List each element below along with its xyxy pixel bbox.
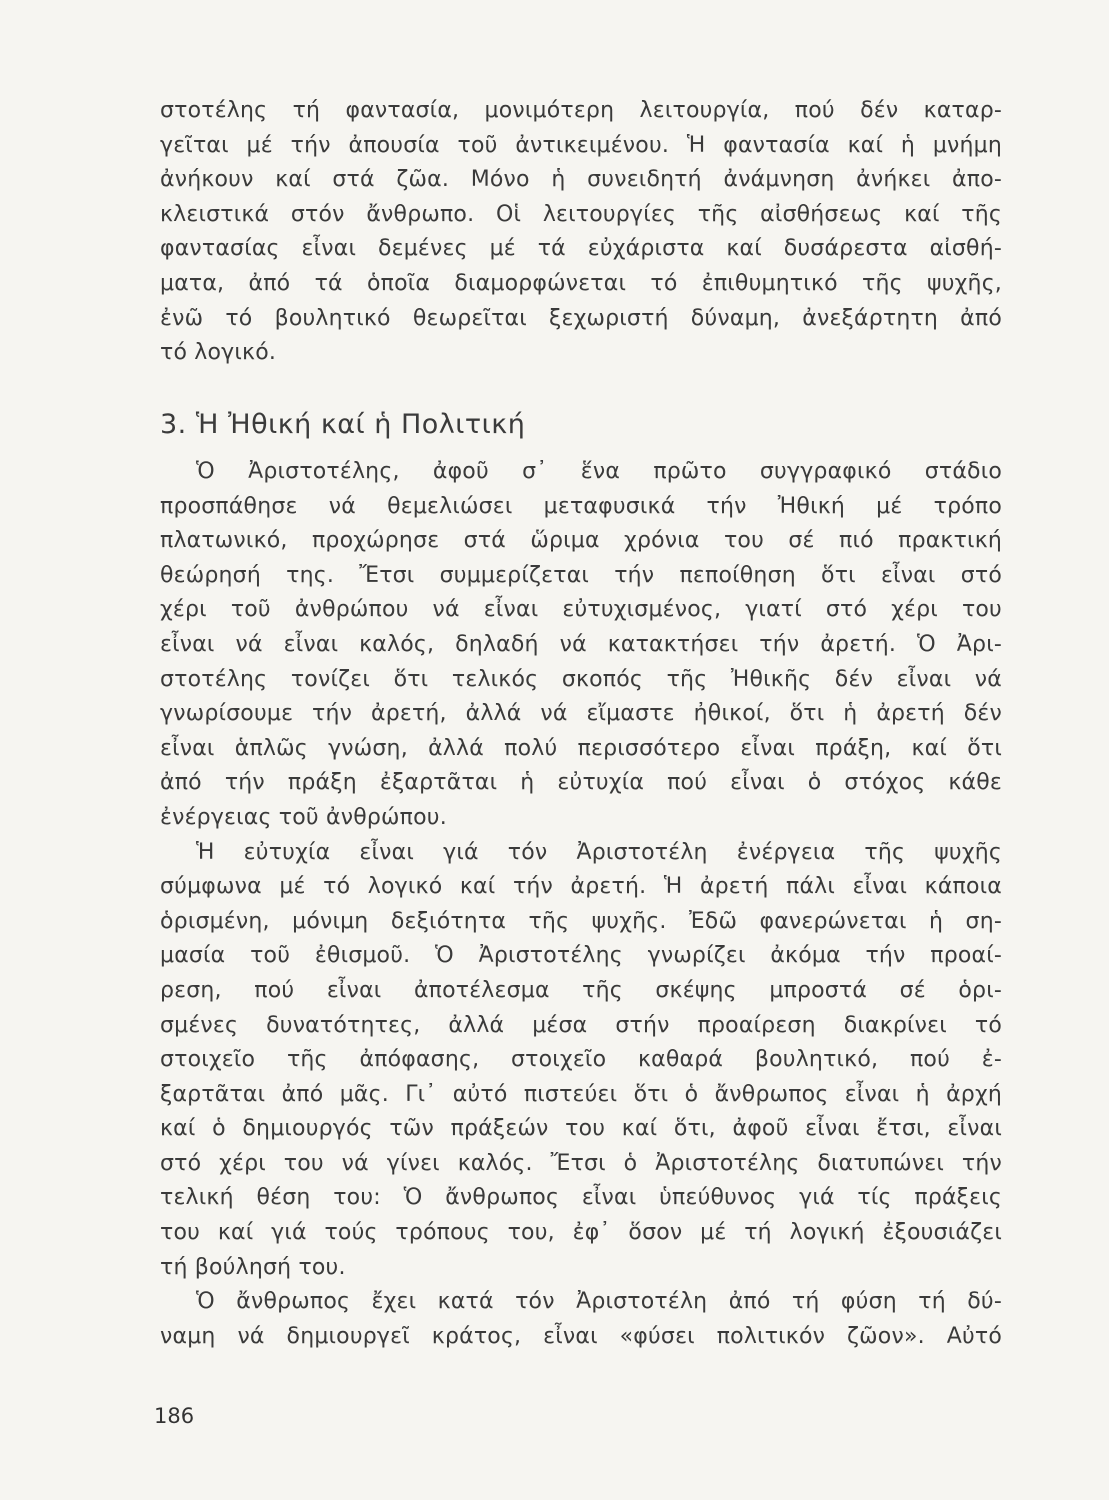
text-line: Ὁ Ἀριστοτέλης, ἀφοῦ σ᾽ ἕνα πρῶτο συγγραφικό στάδιο	[196, 459, 1002, 484]
text-line: Ὁ ἄνθρωπος ἔχει κατά τόν Ἀριστοτέλη ἀπό τή φύση τή δύ-	[196, 1289, 1002, 1315]
text-line: καί ὁ δημιουργός τῶν πράξεών του καί ὅτι, ἀφοῦ εἶναι ἔτσι, εἶναι	[160, 1116, 1002, 1142]
main-text	[160, 455, 1002, 1354]
text-line: τό λογικό.	[160, 340, 277, 366]
text-line: εἶναι νά εἶναι καλός, δηλαδή νά κατακτήσει τήν ἀρετή. Ὁ Ἀρι-	[160, 631, 1002, 657]
text-line: εἶναι ἁπλῶς γνώση, ἀλλά πολύ περισσότερο εἶναι πράξη, καί ὅτι	[160, 735, 1002, 761]
text-line: θεώρησή της. Ἔτσι συμμερίζεται τήν πεποίθηση ὅτι εἶναι στό	[160, 562, 1002, 588]
text-line: ρεση, πού εἶναι ἀποτέλεσμα τῆς σκέψης μπροστά σέ ὁρι-	[160, 977, 1002, 1003]
text-line: τή βούλησή του.	[160, 1254, 346, 1280]
text-line: ἀπό τήν πράξη ἐξαρτᾶται ἡ εὐτυχία πού εἶναι ὁ στόχος κάθε	[160, 770, 1002, 796]
text-line: στοιχεῖο τῆς ἀπόφασης, στοιχεῖο καθαρά βουλητικό, πού ἐ-	[160, 1047, 1002, 1073]
top-paragraph	[160, 94, 1002, 371]
text-line: σμένες δυνατότητες, ἀλλά μέσα στήν προαίρεση διακρίνει τό	[160, 1012, 1002, 1038]
text-line: Ἡ εὐτυχία εἶναι γιά τόν Ἀριστοτέλη ἐνέργεια τῆς ψυχῆς	[196, 839, 1002, 865]
section-heading: 3. Ἡ Ἠθική καί ἡ Πολιτική	[160, 409, 526, 440]
text-line: γνωρίσουμε τήν ἀρετή, ἀλλά νά εἴμαστε ἠθικοί, ὅτι ἡ ἀρετή δέν	[160, 701, 1002, 727]
text-line: χέρι τοῦ ἀνθρώπου νά εἶναι εὐτυχισμένος, γιατί στό χέρι του	[160, 597, 1002, 623]
text-line: ξαρτᾶται ἀπό μᾶς. Γι᾽ αὐτό πιστεύει ὅτι ὁ ἄνθρωπος εἶναι ἡ ἀρχή	[160, 1081, 1002, 1107]
text-line: φαντασίας εἶναι δεμένες μέ τά εὐχάριστα καί δυσάρεστα αἰσθή-	[160, 236, 1002, 262]
text-line: ὁρισμένη, μόνιμη δεξιότητα τῆς ψυχῆς. Ἐδῶ φανερώνεται ἡ ση-	[160, 908, 1002, 934]
text-line: τελική θέση του: Ὁ ἄνθρωπος εἶναι ὑπεύθυνος γιά τίς πράξεις	[160, 1185, 1002, 1211]
text-line: γεῖται μέ τήν ἀπουσία τοῦ ἀντικειμένου. Ἡ φαντασία καί ἡ μνήμη	[160, 132, 1002, 158]
text-line: στοτέλης τή φαντασία, μονιμότερη λειτουργία, πού δέν καταρ-	[160, 98, 1002, 123]
text-line: στοτέλης τονίζει ὅτι τελικός σκοπός τῆς Ἠθικῆς δέν εἶναι νά	[160, 666, 1002, 692]
text-line: προσπάθησε νά θεμελιώσει μεταφυσικά τήν Ἠθική μέ τρόπο	[160, 493, 1002, 519]
text-line: του καί γιά τούς τρόπους του, ἐφ᾽ ὅσον μέ τή λογική ἐξουσιάζει	[160, 1220, 1002, 1246]
text-line: σύμφωνα μέ τό λογικό καί τήν ἀρετή. Ἡ ἀρετή πάλι εἶναι κάποια	[160, 874, 1002, 900]
text-line: μασία τοῦ ἐθισμοῦ. Ὁ Ἀριστοτέλης γνωρίζει ἀκόμα τήν προαί-	[160, 943, 1002, 969]
text-line: ματα, ἀπό τά ὁποῖα διαμορφώνεται τό ἐπιθυμητικό τῆς ψυχῆς,	[160, 270, 1002, 296]
text-line: πλατωνικό, προχώρησε στά ὥριμα χρόνια του σέ πιό πρακτική	[160, 528, 1002, 554]
text-line: ναμη νά δημιουργεῖ κράτος, εἶναι «φύσει πολιτικόν ζῶον». Αὐτό	[160, 1323, 1002, 1349]
text-line: ἐνέργειας τοῦ ἀνθρώπου.	[160, 804, 447, 830]
page-number: 186	[154, 1404, 195, 1428]
text-line: κλειστικά στόν ἄνθρωπο. Οἱ λειτουργίες τῆς αἰσθήσεως καί τῆς	[160, 201, 1002, 227]
text-line: ἀνήκουν καί στά ζῶα. Μόνο ἡ συνειδητή ἀνάμνηση ἀνήκει ἀπο-	[160, 167, 1002, 193]
text-line: ἐνῶ τό βουλητικό θεωρεῖται ξεχωριστή δύναμη, ἀνεξάρτητη ἀπό	[160, 305, 1002, 331]
text-line: στό χέρι του νά γίνει καλός. Ἔτσι ὁ Ἀριστοτέλης διατυπώνει τήν	[160, 1150, 1002, 1176]
